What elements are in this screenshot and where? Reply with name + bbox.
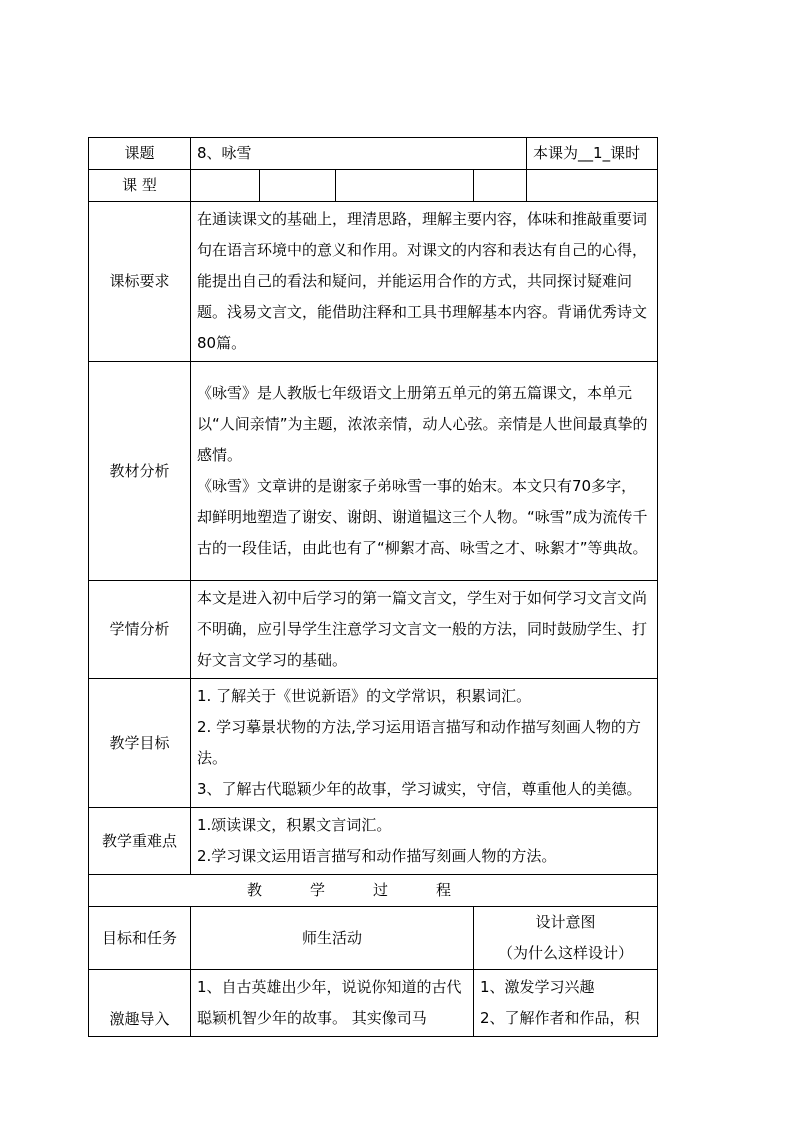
type-cell-4 (474, 170, 527, 202)
intro-label: 激趣导入 (89, 970, 191, 1037)
type-cell-5 (527, 170, 658, 202)
goal-item: 2. 学习摹景状物的方法,学习运用语言描写和动作描写刻画人物的方法。 (197, 718, 641, 767)
intro-intent-1: 1、激发学习兴趣 (480, 978, 595, 996)
goals-row (89, 679, 658, 808)
lesson-plan-table (88, 137, 658, 1037)
header-row (89, 138, 658, 170)
standard-label: 课标要求 (89, 202, 191, 362)
type-label: 课 型 (89, 170, 191, 202)
lesson-hours: 本课为__1_课时 (527, 138, 658, 170)
title-value: 8、咏雪 (191, 138, 527, 170)
type-cell-3 (336, 170, 474, 202)
process-title: 教学过程 (247, 881, 500, 899)
type-row (89, 170, 658, 202)
keypoint-item: 2.学习课文运用语言描写和动作描写刻画人物的方法。 (197, 847, 557, 865)
goal-item: 3、了解古代聪颖少年的故事，学习诚实，守信，尊重他人的美德。 (197, 780, 642, 798)
process-col-intent-subtitle: （为什么这样设计） (498, 944, 634, 962)
students-text: 本文是进入初中后学习的第一篇文言文，学生对于如何学习文言文尚不明确，应引导学生注意学习文言文一般的方法，同时鼓励学生、打好文言文学习的基础。 (197, 589, 648, 669)
keypoint-item: 1.颂读课文，积累文言词汇。 (197, 816, 392, 834)
intro-intent-2: 2、了解作者和作品，积 (480, 1009, 640, 1027)
process-title-row (89, 875, 658, 907)
process-col-intent-title: 设计意图 (535, 913, 596, 931)
type-cell-1 (191, 170, 260, 202)
goal-item: 1. 了解关于《世说新语》的文学常识，积累词汇。 (197, 687, 532, 705)
title-label: 课题 (89, 138, 191, 170)
material-row (89, 362, 658, 581)
goals-label: 教学目标 (89, 679, 191, 808)
process-col-goals: 目标和任务 (89, 907, 191, 970)
material-paragraph-2: 《咏雪》文章讲的是谢家子弟咏雪一事的始末。本文只有70多字，却鲜明地塑造了谢安、谢朗、谢道韫这三个人物。“咏雪”成为流传千古的一段佳话，由此也有了“柳絮才高、咏雪之才、咏絮才”等典故。 (197, 477, 648, 557)
keypoints-label: 教学重难点 (89, 808, 191, 875)
process-col-activity: 师生活动 (191, 907, 474, 970)
material-paragraph-1: 《咏雪》是人教版七年级语文上册第五单元的第五篇课文，本单元以“人间亲情”为主题，浓浓亲情，动人心弦。亲情是人世间最真挚的感情。 (197, 384, 648, 464)
intro-activity: 1、自古英雄出少年，说说你知道的古代聪颖机智少年的故事。 其实像司马 (197, 978, 462, 1027)
students-row (89, 581, 658, 679)
standard-row (89, 202, 658, 362)
standard-text: 在通读课文的基础上，理清思路，理解主要内容，体味和推敲重要词句在语言环境中的意义和作用。对课文的内容和表达有自己的心得，能提出自己的看法和疑问，并能运用合作的方式，共同探讨疑难问题。浅易文言文，能借助注释和工具书理解基本内容。背诵优秀诗文80篇。 (197, 210, 648, 352)
type-cell-2 (260, 170, 336, 202)
process-header-row (89, 907, 658, 970)
keypoints-row (89, 808, 658, 875)
students-label: 学情分析 (89, 581, 191, 679)
intro-row (89, 970, 658, 1037)
material-label: 教材分析 (89, 362, 191, 581)
